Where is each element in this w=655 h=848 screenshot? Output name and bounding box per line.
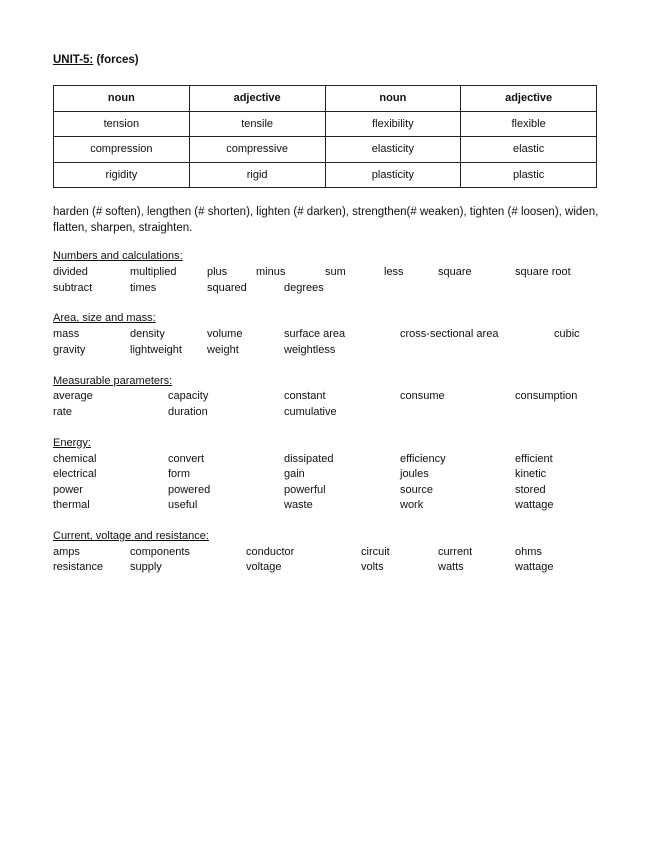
section-title-current: Current, voltage and resistance: [53, 530, 209, 542]
word: kinetic [515, 468, 547, 480]
table-cell: plasticity [325, 162, 461, 188]
word: gain [284, 468, 305, 480]
table-cell: rigid [189, 162, 325, 188]
word: resistance [53, 561, 104, 573]
table-cell: compression [54, 137, 190, 163]
word: weightless [284, 344, 336, 356]
word: squared [207, 282, 247, 294]
word: convert [168, 453, 205, 465]
word: joules [400, 468, 429, 480]
table-cell: rigidity [54, 162, 190, 188]
word: voltage [246, 561, 282, 573]
word: less [384, 266, 404, 278]
word: watts [438, 561, 464, 573]
word: conductor [246, 546, 295, 558]
section-title-numbers: Numbers and calculations: [53, 250, 183, 262]
word: components [130, 546, 190, 558]
word: consumption [515, 390, 578, 402]
word: sum [325, 266, 346, 278]
word: current [438, 546, 473, 558]
word: ohms [515, 546, 542, 558]
word: minus [256, 266, 286, 278]
word: rate [53, 406, 72, 418]
word: degrees [284, 282, 324, 294]
table-header: noun [325, 86, 461, 112]
word: powered [168, 484, 211, 496]
word: density [130, 328, 165, 340]
word: cumulative [284, 406, 337, 418]
word: weight [207, 344, 239, 356]
table-cell: compressive [189, 137, 325, 163]
word: multiplied [130, 266, 177, 278]
word: thermal [53, 499, 90, 511]
table-cell: flexibility [325, 111, 461, 137]
word: plus [207, 266, 228, 278]
table-cell: flexible [461, 111, 597, 137]
unit-heading [53, 54, 139, 66]
table-cell: plastic [461, 162, 597, 188]
table-cell: tensile [189, 111, 325, 137]
word: source [400, 484, 434, 496]
table-header: adjective [461, 86, 597, 112]
word: consume [400, 390, 445, 402]
word: square root [515, 266, 571, 278]
word: dissipated [284, 453, 334, 465]
word: efficiency [400, 453, 446, 465]
unit-label: UNIT-5: [53, 54, 94, 66]
word: divided [53, 266, 88, 278]
word: electrical [53, 468, 97, 480]
word: useful [168, 499, 198, 511]
word: stored [515, 484, 546, 496]
word: duration [168, 406, 208, 418]
word: volts [361, 561, 384, 573]
word: capacity [168, 390, 209, 402]
table-cell: tension [54, 111, 190, 137]
word: subtract [53, 282, 93, 294]
word: surface area [284, 328, 346, 340]
word: average [53, 390, 93, 402]
word: lightweight [130, 344, 182, 356]
table-cell: elastic [461, 137, 597, 163]
unit-topic: (forces) [96, 54, 139, 66]
word: wattage [515, 561, 554, 573]
table-header-row [54, 86, 597, 112]
word: supply [130, 561, 162, 573]
verbs-paragraph: harden (# soften), lengthen (# shorten), lighten (# darken), strengthen(# weaken), tighten (# loosen), widen, flatten, sharpen, straighten. [53, 206, 599, 234]
word: power [53, 484, 83, 496]
word: powerful [284, 484, 326, 496]
word: constant [284, 390, 326, 402]
table-cell: elasticity [325, 137, 461, 163]
word: cubic [554, 328, 580, 340]
word: amps [53, 546, 80, 558]
table-header: adjective [189, 86, 325, 112]
word: times [130, 282, 157, 294]
word: mass [53, 328, 80, 340]
word: waste [284, 499, 313, 511]
word: chemical [53, 453, 97, 465]
word: work [400, 499, 424, 511]
table-row [54, 137, 597, 163]
section-title-energy: Energy: [53, 437, 91, 449]
section-title-measurable: Measurable parameters: [53, 375, 173, 387]
table-row [54, 162, 597, 188]
noun-adjective-table [53, 85, 597, 188]
word: wattage [515, 499, 554, 511]
word: volume [207, 328, 243, 340]
table-row [54, 111, 597, 137]
section-title-area: Area, size and mass: [53, 312, 156, 324]
word: efficient [515, 453, 553, 465]
word: gravity [53, 344, 86, 356]
word: form [168, 468, 190, 480]
word: cross-sectional area [400, 328, 499, 340]
table-header: noun [54, 86, 190, 112]
word: circuit [361, 546, 390, 558]
word: square [438, 266, 472, 278]
